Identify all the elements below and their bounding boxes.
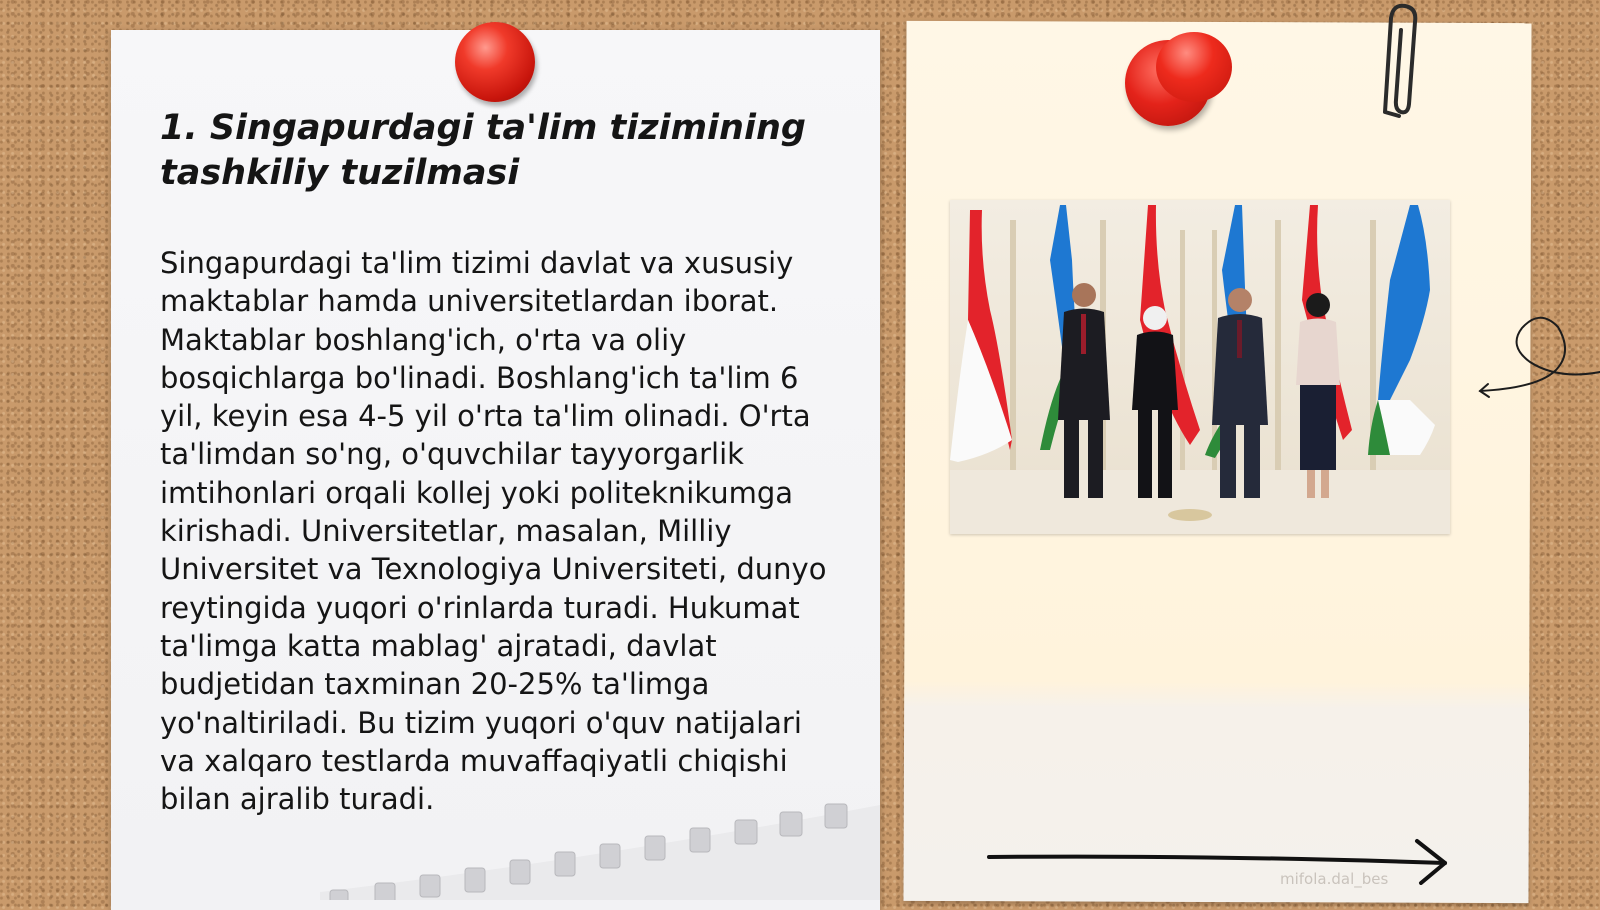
slide-title: 1. Singapurdagi ta'lim tizimining tashkiliy tuzilmasi: [160, 108, 806, 193]
loop-doodle-icon: [1478, 312, 1600, 412]
push-pin-icon: [455, 22, 535, 102]
paperclip-icon: [1375, 0, 1425, 130]
delegation-photo: [950, 200, 1450, 534]
push-pin-icon: [1156, 32, 1232, 102]
person: [1296, 293, 1340, 498]
slide-body-text: Singapurdagi ta'lim tizimi davlat va xususiy maktablar hamda universitetlardan iborat. Maktablar boshlang'ich, o'rta va oliy bosqichlarga bo'linadi. Boshlang'ich ta'lim 6 yil, keyin esa 4-5 yil o'rta ta'lim olinadi. O'rta ta'limdan so'ng, o'quvchilar tayyorgarlik imtihonlari orqali kollej yoki politeknikumga kirishadi. Universitetlar, masalan, Milliy Universitet va Texnologiya Universiteti, dunyo reytingida yuqori o'rinlarda turadi. Hukumat ta'limga katta mablag' ajratadi, davlat budjetidan taxminan 20-25% ta'limga yo'naltiriladi. Bu tizim yuqori o'quv natijalari va xalqaro testlarda muvaffaqiyatli chiqishi bilan ajralib turadi.: [160, 246, 827, 817]
watermark: mifola.dal_bes: [1280, 870, 1389, 888]
torn-paper-edge: [320, 800, 880, 900]
